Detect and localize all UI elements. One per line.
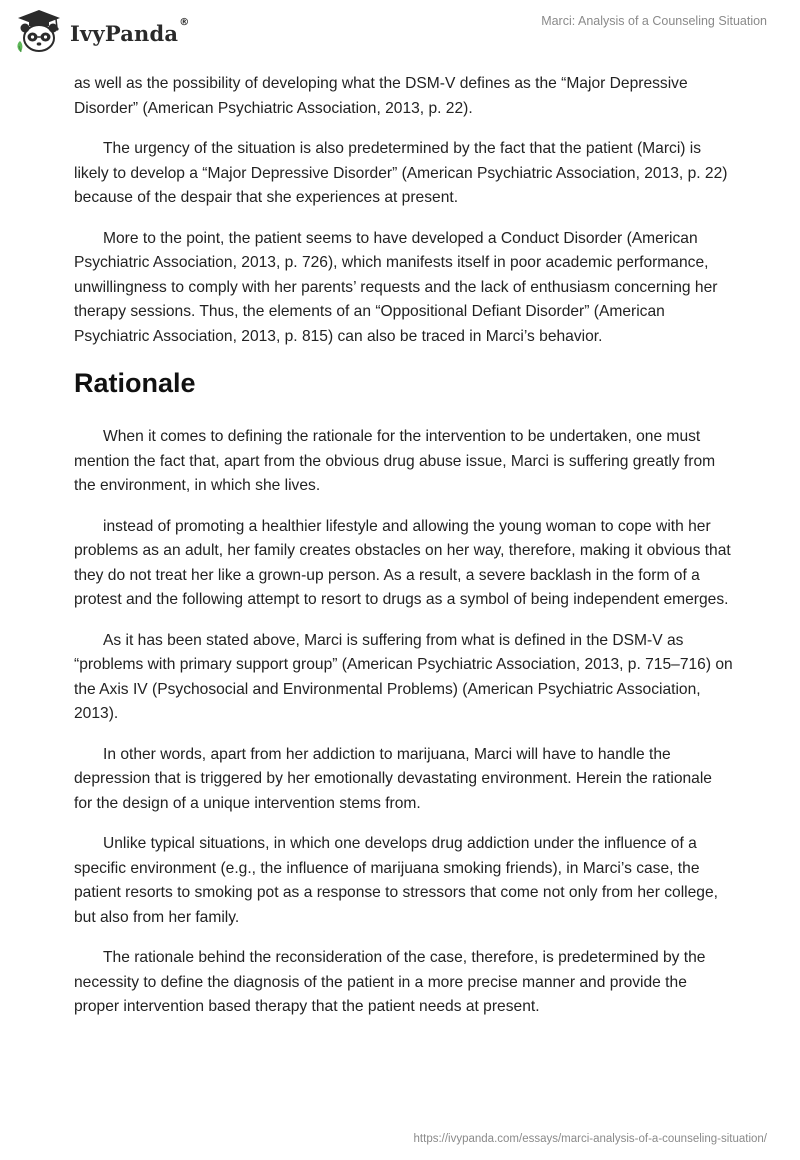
paragraph: In other words, apart from her addiction to marijuana, Marci will have to handle the depression that is triggered by her emotionally devastating environment. Herein the rationale for the design of a unique intervention stems from. — [74, 745, 712, 812]
paragraph: The urgency of the situation is also predetermined by the fact that the patient (Marci) is likely to develop a “Major Depressive Disorder” (American Psychiatric Association, 2013, p. 22) because of the despair that she experiences at present. — [74, 140, 728, 206]
paragraph: The rationale behind the reconsideration of the case, therefore, is predetermined by the necessity to define the diagnosis of the patient in a more precise manner and provide the proper intervention based therapy that the patient needs at present. — [74, 949, 706, 1015]
essay-body — [74, 72, 734, 1036]
page-header — [0, 0, 800, 64]
source-url-link[interactable]: https://ivypanda.com/essays/marci-analysis-of-a-counseling-situation/ — [413, 1133, 767, 1145]
paragraph: instead of promoting a healthier lifestyle and allowing the young woman to cope with her problems as an adult, her family creates obstacles on her way, therefore, making it obvious that they do not treat her like a grown-up person. As a result, a severe backlash in the form of a protest and the following attempt to resort to drugs as a symbol of being independent emerges. — [74, 517, 731, 608]
paragraph: As it has been stated above, Marci is suffering from what is defined in the DSM-V as “problems with primary support group” (American Psychiatric Association, 2013, p. 715–716) on the Axis IV (Psychosocial and Environmental Problems) (American Psychiatric Association, 2013). — [74, 631, 733, 722]
paragraph: When it comes to defining the rationale for the intervention to be undertaken, one must mention the fact that, apart from the obvious drug abuse issue, Marci is suffering greatly from the environment, in which she lives. — [74, 428, 716, 494]
paragraph: Unlike typical situations, in which one develops drug addiction under the influence of a specific environment (e.g., the influence of marijuana smoking friends), in Marci’s case, the patient resorts to smoking pot as a response to stressors that come not only from her college, but also from her family. — [74, 835, 718, 926]
document-title: Marci: Analysis of a Counseling Situation — [541, 14, 767, 28]
ivypanda-logo[interactable] — [14, 8, 189, 54]
panda-graduate-icon — [14, 8, 64, 54]
paragraph: More to the point, the patient seems to have developed a Conduct Disorder (American Psychiatric Association, 2013, p. 726), which manifests itself in poor academic performance, unwillingness to comply with her parents’ requests and the lack of enthusiasm concerning her therapy sessions. Thus, the elements of an “Oppositional Defiant Disorder” (American Psychiatric Association, 2013, p. 815) can also be traced in Marci’s behavior. — [74, 229, 718, 345]
section-heading: Rationale — [74, 368, 196, 398]
paragraph: as well as the possibility of developing what the DSM-V defines as the “Major Depressive Disorder” (American Psychiatric Association, 2013, p. 22). — [74, 75, 688, 117]
logo-wordmark: IvyPanda® — [70, 16, 190, 46]
